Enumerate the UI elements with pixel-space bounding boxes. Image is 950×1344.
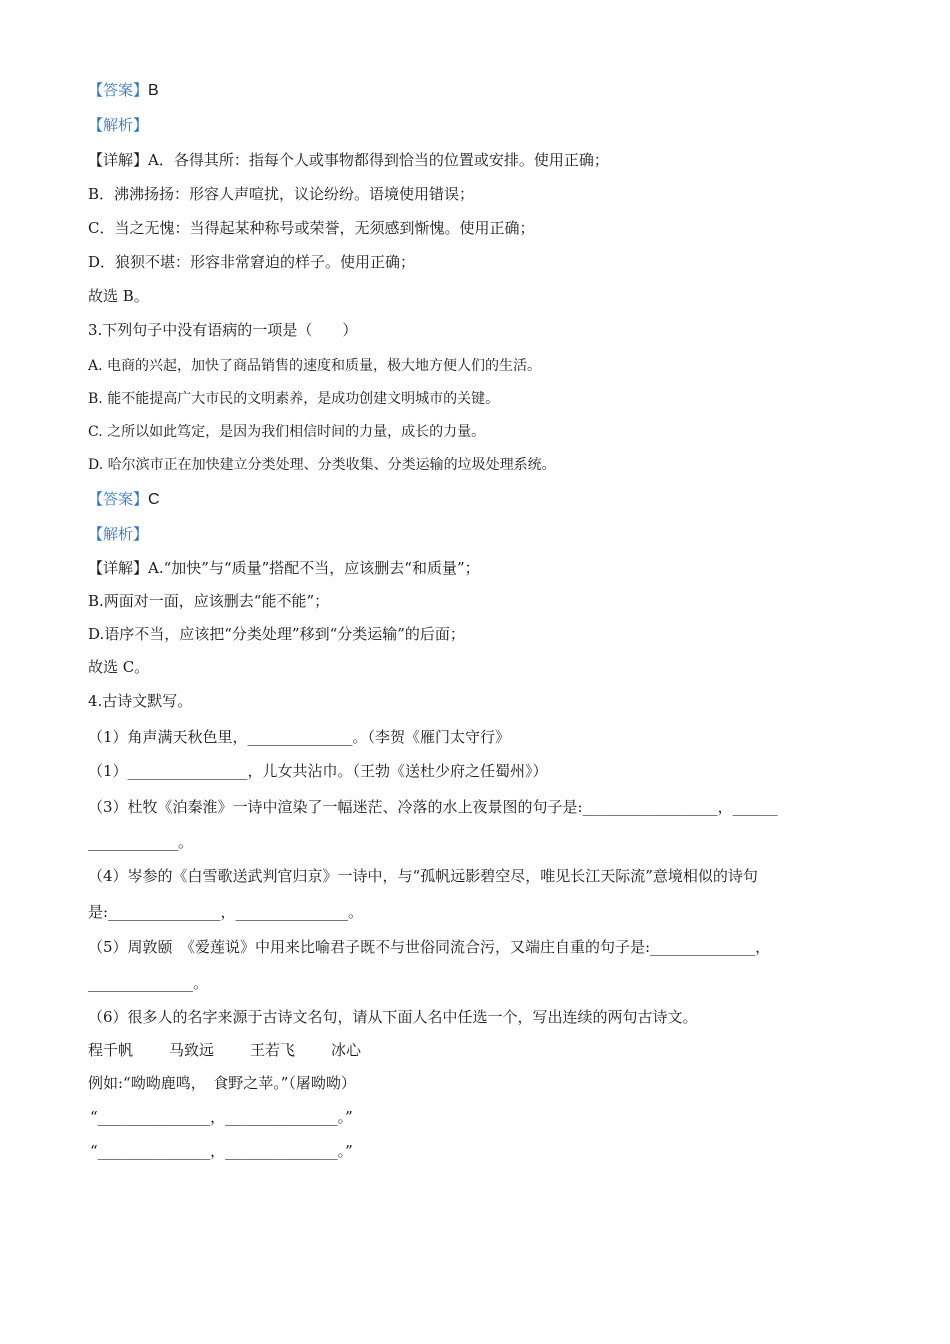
answer-value: B — [148, 82, 159, 99]
q3-stem: 3.下列句子中没有语病的一项是（ ） — [88, 321, 358, 339]
q3-b-explain: B.两面对一面，应该删去“能不能”； — [88, 592, 330, 610]
q3-detail: 【详解】A.“加快”与“质量”搭配不当，应该删去“和质量”； — [88, 559, 480, 577]
q2-answer-line — [88, 80, 159, 101]
q4-item-4-cont: 是:_______________，_______________。 — [88, 903, 364, 921]
q2-conclusion: 故选 B。 — [88, 287, 149, 305]
name-option: 马致远 — [169, 1041, 215, 1059]
q4-item-4: （4）岑参的《白雪歌送武判官归京》一诗中，与“孤帆远影碧空尽，唯见长江天际流”意境相似的诗句 — [88, 867, 758, 885]
name-option: 冰心 — [331, 1041, 362, 1059]
q4-answer-blank-2: “_______________，_______________。” — [90, 1142, 353, 1160]
q4-item-3: （3）杜牧《泊秦淮》一诗中渲染了一幅迷茫、冷落的水上夜景图的句子是:__________________，______ — [88, 798, 778, 816]
q2-option-b-explain: B．沸沸扬扬：形容人声喧扰，议论纷纷。语境使用错误； — [88, 185, 475, 203]
q3-option-a: A. 电商的兴起，加快了商品销售的速度和质量，极大地方便人们的生活。 — [88, 358, 542, 374]
q4-example: 例如:“呦呦鹿鸣， 食野之苹。”（屠呦呦） — [88, 1074, 356, 1092]
q3-analysis-tag: 【解析】 — [88, 525, 149, 543]
answer-value: C — [148, 491, 160, 508]
q3-option-b: B. 能不能提高广大市民的文明素养，是成功创建文明城市的关键。 — [88, 391, 500, 407]
q4-item-5-cont: ______________。 — [88, 974, 209, 992]
q4-item-2: （1）________________，儿女共沾巾。（王勃《送杜少府之任蜀州》） — [88, 762, 548, 780]
q2-option-c-explain: C．当之无愧：当得起某种称号或荣誉，无须感到惭愧。使用正确； — [88, 219, 535, 237]
q3-d-explain: D.语序不当，应该把“分类处理”移到“分类运输”的后面； — [88, 625, 465, 643]
q2-analysis-tag: 【解析】 — [88, 116, 149, 134]
answer-tag: 【答案】 — [88, 490, 149, 508]
name-option: 王若飞 — [250, 1041, 296, 1059]
q3-conclusion: 故选 C。 — [88, 658, 150, 676]
q4-answer-blank-1: “_______________，_______________。” — [90, 1108, 353, 1126]
q4-item-5: （5）周敦颐 《爱莲说》中用来比喻君子既不与世俗同流合污，又端庄自重的句子是:______________， — [88, 938, 771, 956]
q4-item-3-cont: ____________。 — [88, 833, 194, 851]
q2-option-d-explain: D．狼狈不堪：形容非常窘迫的样子。使用正确； — [88, 253, 416, 271]
name-option: 程千帆 — [88, 1041, 134, 1059]
answer-tag: 【答案】 — [88, 81, 149, 99]
q3-option-d: D. 哈尔滨市正在加快建立分类处理、分类收集、分类运输的垃圾处理系统。 — [88, 457, 556, 473]
q4-stem: 4.古诗文默写。 — [88, 692, 193, 710]
q3-option-c: C. 之所以如此笃定，是因为我们相信时间的力量，成长的力量。 — [88, 424, 486, 440]
q4-item-1: （1）角声满天秋色里，______________。（李贺《雁门太守行》 — [88, 728, 511, 746]
q4-item-6: （6）很多人的名字来源于古诗文名句，请从下面人名中任选一个，写出连续的两句古诗文。 — [88, 1008, 698, 1026]
q3-answer-line — [88, 489, 160, 510]
q2-detail: 【详解】A．各得其所：指每个人或事物都得到恰当的位置或安排。使用正确； — [88, 151, 609, 169]
q4-name-list — [88, 1040, 397, 1060]
